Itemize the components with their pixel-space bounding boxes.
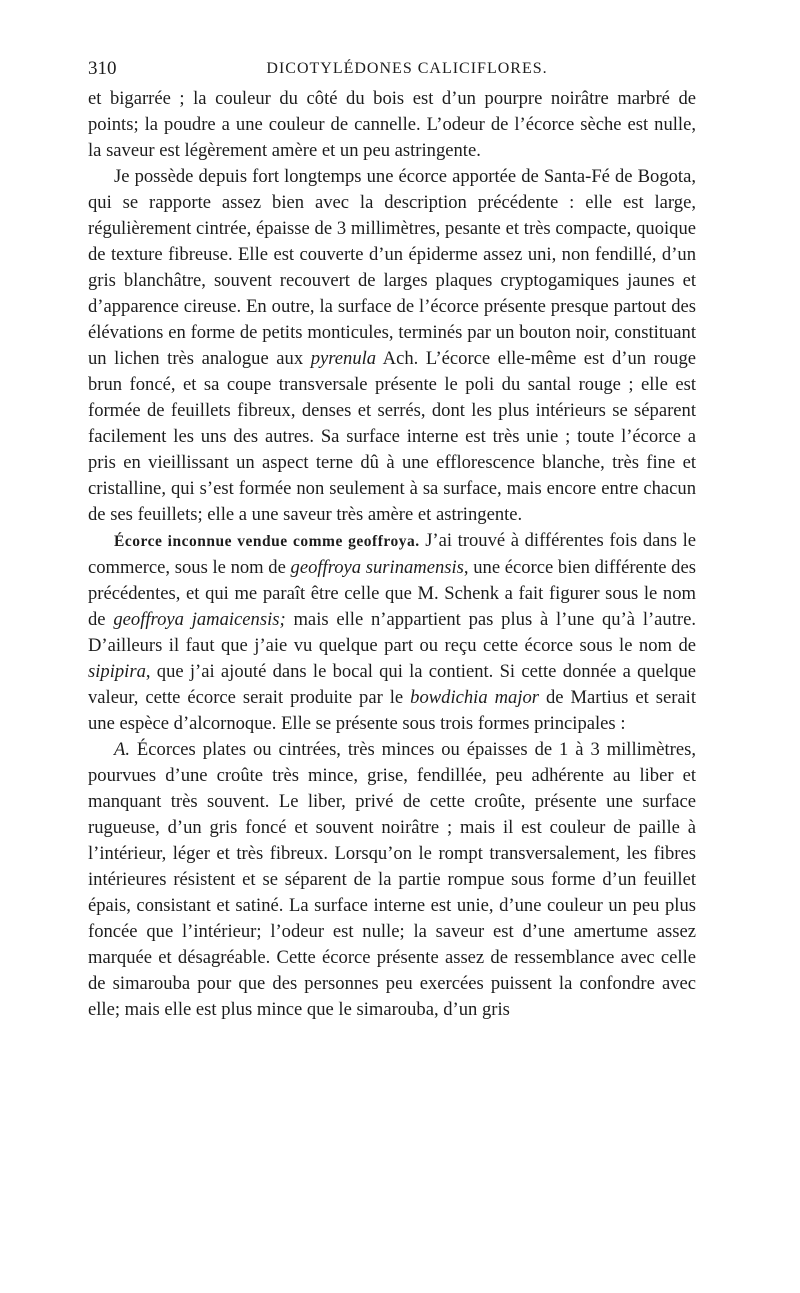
paragraph-3-text-d: , que j’ai ajouté dans le bocal qui la contient. Si cette donnée a quelque valeur, cette écorce serait produite par le: [88, 661, 696, 708]
running-head: DICOTYLÉDONES CALICIFLORES.: [266, 60, 548, 77]
book-page: [88, 52, 696, 1023]
paragraph-1-text: et bigarrée ; la couleur du côté du bois est d’un pourpre noirâtre marbré de points; la poudre a une couleur de cannelle. L’odeur de l’écorce sèche est nulle, la saveur est légèrement amère et un peu astringente.: [88, 88, 696, 161]
section-heading: Écorce inconnue vendue comme geoffroya.: [114, 533, 420, 550]
paragraph-4-text: Écorces plates ou cintrées, très minces ou épaisses de 1 à 3 millimètres, pourvues d’une croûte très mince, grise, fendillée, peu adhérente au liber et manquant très souvent. Le liber, privé de cette croûte, présente une surface rugueuse, d’un gris foncé et souvent noirâtre ; mais il est couleur de paille à l’intérieur, léger et très fibreux. Lorsqu’on le rompt transversalement, les fibres intérieures résistent et se séparent de la partie rompue sous forme d’un feuillet épais, consistant et satiné. La surface interne est unie, d’une couleur un peu plus foncée que l’intérieur; l’odeur est nulle; la saveur est d’une amertume assez marquée et désagréable. Cette écorce présente assez de ressemblance avec celle de simarouba pour que des personnes peu exercées puissent la confondre avec elle; mais elle est plus mince que le simarouba, d’un gris: [88, 739, 696, 1020]
paragraph-2-taxon: pyrenula: [310, 348, 377, 369]
paragraph-3-text-a: J’ai trouvé à différentes fois dans le commerce, sous le nom de: [88, 530, 696, 578]
paragraph-3-text-b: , une écorce bien différente des précédentes, et qui me paraît être celle que M. Schenk a fait figurer sous le nom de: [88, 557, 696, 630]
paragraph-3-taxon-3: sipipira: [88, 661, 146, 682]
paragraph-1: [88, 86, 696, 164]
body-text: [88, 86, 696, 1023]
paragraph-2: [88, 164, 696, 528]
paragraph-4: [88, 737, 696, 1023]
paragraph-3-taxon-1: geoffroya surinamensis: [290, 557, 464, 578]
paragraph-2-text-a: Je possède depuis fort longtemps une écorce apportée de Santa-Fé de Bogota, qui se rapporte assez bien avec la description précédente : elle est large, régulièrement cintrée, épaisse de 3 millimètres, pesante et très compacte, quoique de texture fibreuse. Elle est couverte d’un épiderme assez uni, non fendillé, d’un gris blanchâtre, souvent recouvert de larges plaques cryptogamiques jaunes et d’apparence cireuse. En outre, la surface de l’écorce présente presque partout des élévations en forme de petits monticules, terminés par un bouton noir, constituant un lichen très analogue aux: [88, 166, 696, 369]
paragraph-3-text-e: de Martius et serait une espèce d’alcornoque. Elle se présente sous trois formes principales :: [88, 687, 696, 734]
page-header: [88, 52, 696, 86]
paragraph-2-text-b: Ach. L’écorce elle-même est d’un rouge brun foncé, et sa coupe transversale présente le poli du santal rouge ; elle est formée de feuillets fibreux, denses et serrés, dont les plus intérieurs se séparent facilement les uns des autres. Sa surface interne est très unie ; toute l’écorce a pris en vieillissant un aspect terne dû à une efflorescence blanche, très fine et cristalline, qui s’est formée non seulement à sa surface, mais encore entre chacun de ses feuillets; elle a une saveur très amère et astringente.: [88, 348, 696, 525]
page-number: 310: [88, 58, 117, 79]
paragraph-3-taxon-2: geoffroya jamaicensis;: [113, 609, 286, 630]
paragraph-3-taxon-4: bowdichia major: [410, 687, 540, 708]
paragraph-4-label: A.: [114, 739, 131, 760]
paragraph-3: [88, 528, 696, 737]
paragraph-3-text-c: mais elle n’appartient pas plus à l’une qu’à l’autre. D’ailleurs il faut que j’aie vu quelque part ou reçu cette écorce sous le nom de: [88, 609, 696, 656]
